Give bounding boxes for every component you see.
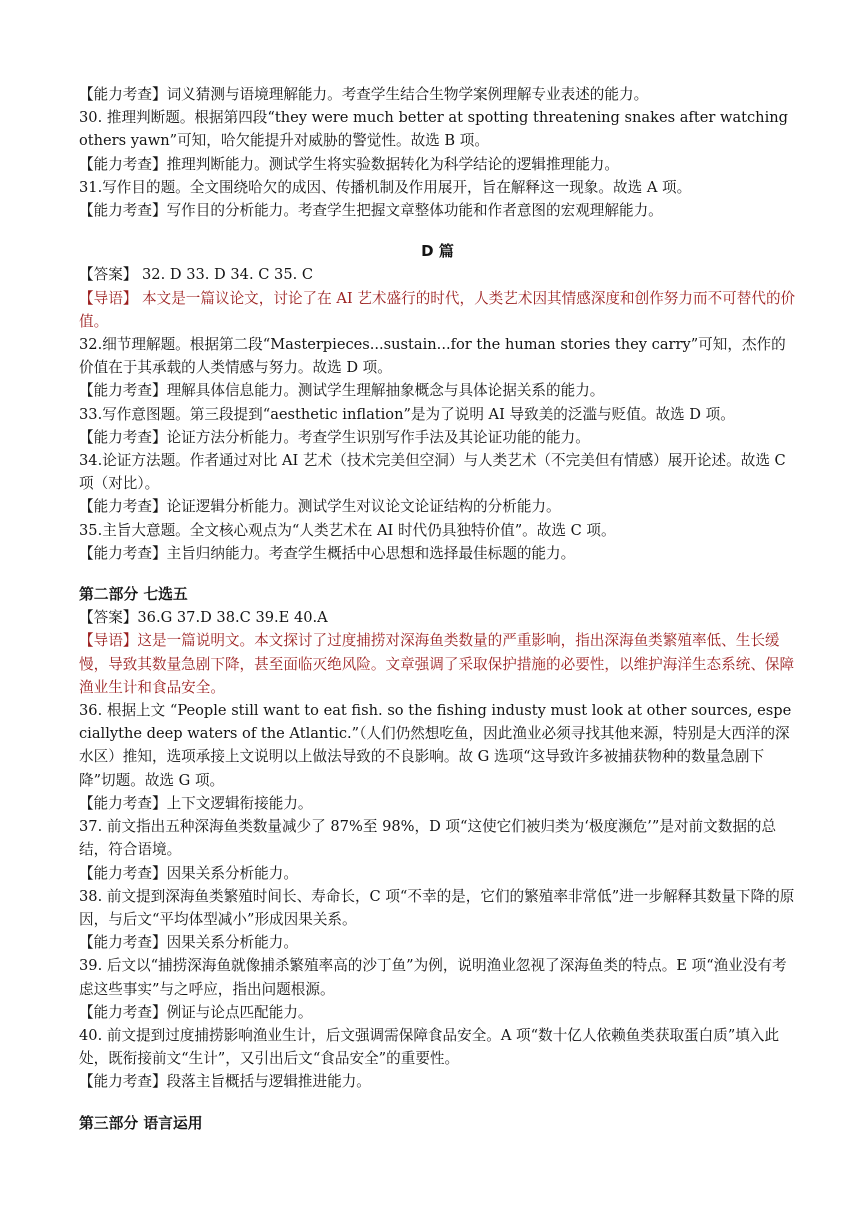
answer-explanation-37: 37. 前文指出五种深海鱼类数量减少了 87%至 98%，D 项“这使它们被归类为‘极度濒危’”是对前文数据的总结，符合语境。 <box>79 818 777 859</box>
part-three <box>79 1112 796 1135</box>
passage-d-title: D 篇 <box>421 242 454 261</box>
ability-note: 【能力考查】推理判断能力。测试学生将实验数据转化为科学结论的逻辑推理能力。 <box>79 155 619 173</box>
ability-note: 【能力考查】理解具体信息能力。测试学生理解抽象概念与具体论据关系的能力。 <box>79 382 605 400</box>
ability-note: 【能力考查】上下文逻辑衔接能力。 <box>79 794 313 812</box>
ability-note: 【能力考查】段落主旨概括与逻辑推进能力。 <box>79 1073 371 1091</box>
passage-d <box>79 240 796 565</box>
answer-explanation-30: 30. 推理判断题。根据第四段“they were much better at spotting threatening snakes after watching others yawn”可知，哈欠能提升对威胁的警觉性。故选 B 项。 <box>79 109 788 150</box>
part-two-title: 第二部分 七选五 <box>79 586 188 604</box>
passage-d-guide: 【导语】 本文是一篇议论文，讨论了在 AI 艺术盛行的时代，人类艺术因其情感深度和创作努力而不可替代的价值。 <box>79 289 796 330</box>
answer-explanation-36: 36. 根据上文 “People still want to eat fish. so the fishing industy must look at other sources, especiallythe deep waters of the Atlantic.”（人们仍然想吃鱼，因此渔业必须寻找其他来源，特别是大西洋的深水区）推知，选项承接上文说明以上做法导致的不良影响。故 G 选项“这导致许多被捕获物种的数量急剧下降”切题。故选 G 项。 <box>79 702 792 789</box>
passage-c-tail <box>79 83 796 222</box>
ability-note: 【能力考查】例证与论点匹配能力。 <box>79 1003 313 1021</box>
answer-explanation-34: 34.论证方法题。作者通过对比 AI 艺术（技术完美但空洞）与人类艺术（不完美但有情感）展开论述。故选 C 项（对比）。 <box>79 452 786 493</box>
answer-explanation-40: 40. 前文提到过度捕捞影响渔业生计，后文强调需保障食品安全。A 项“数十亿人依赖鱼类获取蛋白质”填入此处，既衔接前文“生计”，又引出后文“食品安全”的重要性。 <box>79 1026 780 1068</box>
ability-note: 【能力考查】词义猜测与语境理解能力。考查学生结合生物学案例理解专业表述的能力。 <box>79 86 649 103</box>
answer-explanation-31: 31.写作目的题。全文围绕哈欠的成因、传播机制及作用展开，旨在解释这一现象。故选 A 项。 <box>79 178 692 196</box>
answer-explanation-38: 38. 前文提到深海鱼类繁殖时间长、寿命长，C 项“不幸的是，它们的繁殖率非常低”进一步解释其数量下降的原因，与后文“平均体型减小”形成因果关系。 <box>79 887 795 928</box>
ability-note: 【能力考查】论证逻辑分析能力。测试学生对议论文论证结构的分析能力。 <box>79 498 561 516</box>
part-two-seven-choose-five <box>79 583 796 1093</box>
ability-note: 【能力考查】写作目的分析能力。考查学生把握文章整体功能和作者意图的宏观理解能力。 <box>79 202 663 220</box>
part-two-answers: 【答案】36.G 37.D 38.C 39.E 40.A <box>79 609 328 627</box>
ability-note: 【能力考查】主旨归纳能力。考查学生概括中心思想和选择最佳标题的能力。 <box>79 544 576 562</box>
answer-explanation-35: 35.主旨大意题。全文核心观点为“人类艺术在 AI 时代仍具独特价值”。故选 C 项。 <box>79 521 616 539</box>
part-three-title: 第三部分 语言运用 <box>79 1114 203 1132</box>
answer-explanation-33: 33.写作意图题。第三段提到“aesthetic inflation”是为了说明 AI 导致美的泛滥与贬值。故选 D 项。 <box>79 405 735 423</box>
ability-note: 【能力考查】因果关系分析能力。 <box>79 864 298 882</box>
part-two-guide: 【导语】这是一篇说明文。本文探讨了过度捕捞对深海鱼类数量的严重影响，指出深海鱼类繁殖率低、生长缓慢，导致其数量急剧下降，甚至面临灭绝风险。文章强调了采取保护措施的必要性，以维护海洋生态系统、保障渔业生计和食品安全。 <box>79 632 795 696</box>
answer-explanation-32: 32.细节理解题。根据第二段“Masterpieces...sustain...for the human stories they carry”可知，杰作的价值在于其承载的人类情感与努力。故选 D 项。 <box>79 336 786 377</box>
answer-explanation-39: 39. 后文以“捕捞深海鱼就像捕杀繁殖率高的沙丁鱼”为例，说明渔业忽视了深海鱼类的特点。E 项“渔业没有考虑这些事实”与之呼应，指出问题根源。 <box>79 957 787 998</box>
passage-d-answers: 【答案】 32. D 33. D 34. C 35. C <box>79 266 314 284</box>
ability-note: 【能力考查】论证方法分析能力。考查学生识别写作手法及其论证功能的能力。 <box>79 428 590 446</box>
ability-note: 【能力考查】因果关系分析能力。 <box>79 934 298 952</box>
